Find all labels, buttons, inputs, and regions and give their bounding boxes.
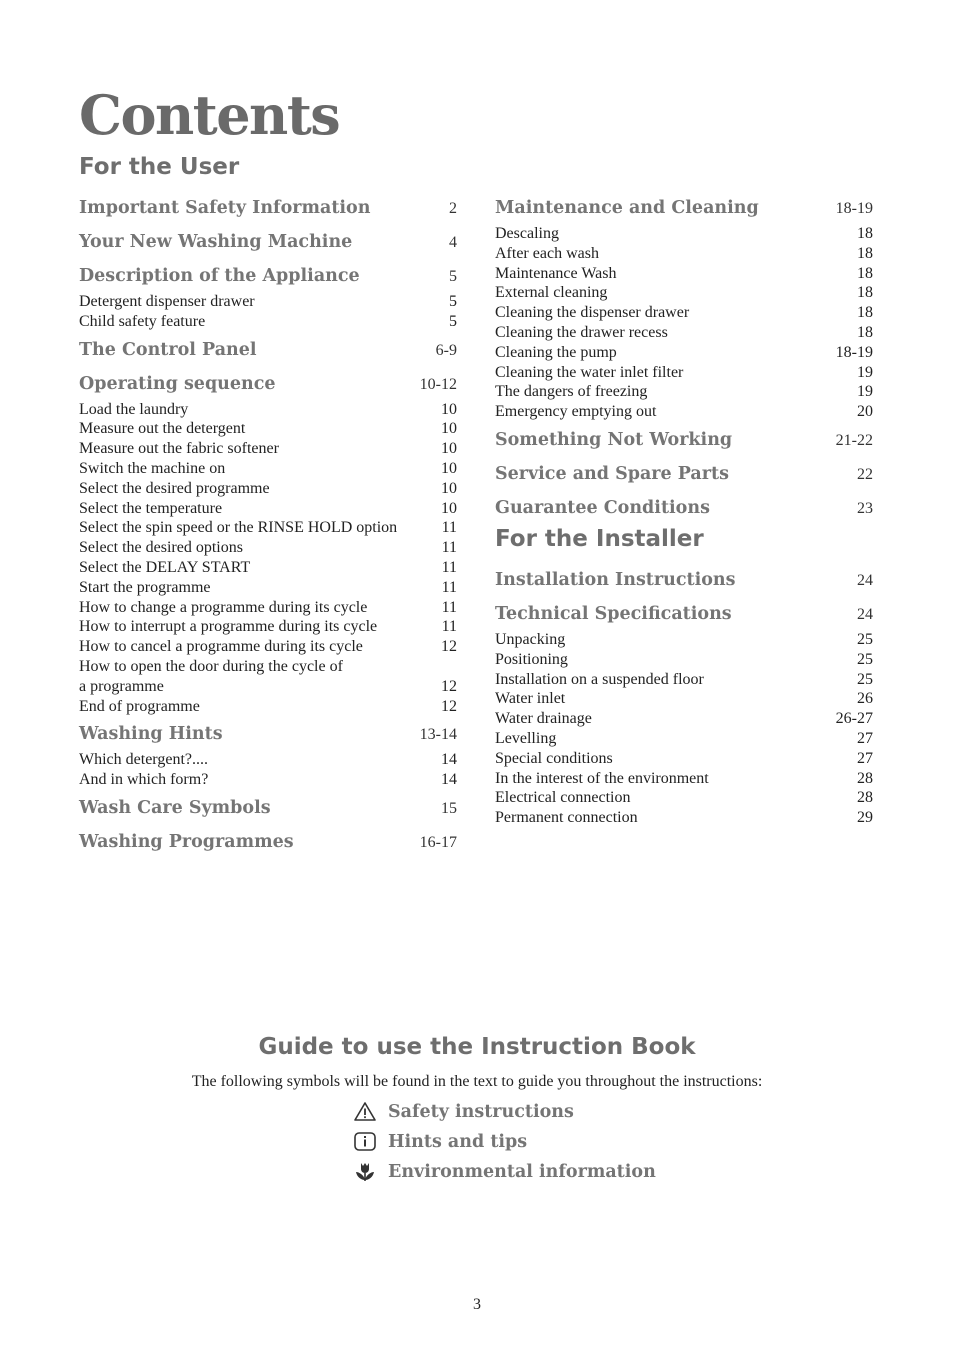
toc-entry[interactable]: [495, 749, 873, 769]
toc-section-heading[interactable]: [495, 430, 873, 456]
toc-entry-page: 18: [857, 284, 873, 302]
toc-entry-title: Cleaning the drawer recess: [495, 323, 668, 341]
toc-entry-title: The dangers of freezing: [495, 383, 648, 401]
toc-section-page: 2: [449, 200, 457, 217]
toc-section-title: Something Not Working: [495, 429, 733, 450]
toc-section-title: Service and Spare Parts: [495, 463, 729, 484]
toc-entry-page: 18: [857, 244, 873, 262]
symbol-safety: [353, 1097, 656, 1127]
toc-section-heading[interactable]: [79, 832, 457, 858]
toc-entry[interactable]: [79, 439, 457, 459]
symbol-hints-label: Hints and tips: [388, 1132, 528, 1152]
toc-entry-title: Maintenance Wash: [495, 264, 617, 282]
toc-entry-page: 18-19: [835, 343, 873, 361]
toc-section: [495, 498, 873, 524]
toc-entry-title: Which detergent?....: [79, 751, 208, 769]
toc-section-page: 10-12: [419, 375, 457, 393]
user-heading: For the User: [79, 154, 240, 180]
toc-entry-page: 26-27: [835, 710, 873, 728]
toc-entry-title: How to interrupt a programme during its cycle: [79, 618, 378, 636]
toc-entry-page: 10: [441, 440, 457, 458]
toc-entry[interactable]: [79, 677, 457, 697]
toc-section: [79, 340, 457, 366]
toc-entry[interactable]: [79, 312, 457, 332]
user-contents-right-column: [495, 196, 873, 532]
toc-entry[interactable]: [79, 637, 457, 657]
toc-section-title: The Control Panel: [79, 339, 257, 360]
toc-section-page: 5: [449, 268, 457, 285]
environment-flower-icon: [353, 1160, 377, 1184]
toc-section-page: 6-9: [435, 341, 457, 359]
toc-entry-page: 18: [857, 323, 873, 341]
toc-entry[interactable]: [495, 808, 873, 828]
toc-entry-title: After each wash: [495, 244, 599, 262]
page-number: 3: [473, 1296, 481, 1313]
toc-entry[interactable]: [495, 650, 873, 670]
toc-entry[interactable]: [79, 292, 457, 312]
toc-entry-title: Cleaning the water inlet filter: [495, 363, 684, 381]
toc-entry-title: Measure out the fabric softener: [79, 440, 279, 458]
toc-entry-page: 5: [449, 312, 457, 330]
toc-section-heading[interactable]: [495, 464, 873, 490]
toc-entry[interactable]: [495, 402, 873, 422]
toc-section-page: 22: [857, 465, 873, 483]
toc-entry-title: Cleaning the dispenser drawer: [495, 304, 690, 322]
toc-entry-page: 27: [857, 749, 873, 767]
toc-entry-title: Cleaning the pump: [495, 343, 617, 361]
toc-entry-page: 10: [441, 459, 457, 477]
toc-entry-title: Detergent dispenser drawer: [79, 293, 255, 310]
toc-entry-title: Switch the machine on: [79, 459, 226, 477]
toc-section: [495, 604, 873, 828]
toc-entry-page: 12: [441, 638, 457, 656]
toc-entry-title: Child safety feature: [79, 312, 206, 330]
toc-entry-page: 10: [441, 479, 457, 497]
toc-entry[interactable]: [495, 670, 873, 690]
toc-entry-title: Load the laundry: [79, 400, 189, 418]
toc-entry-page: 11: [441, 519, 457, 537]
toc-entry[interactable]: [79, 419, 457, 439]
toc-entry-title: Select the desired programme: [79, 479, 270, 497]
toc-entry-title: In the interest of the environment: [495, 769, 709, 787]
toc-entry[interactable]: [495, 224, 873, 244]
toc-entry[interactable]: [79, 400, 457, 420]
toc-section-heading[interactable]: [79, 232, 457, 258]
toc-entry-page: 20: [857, 403, 873, 421]
symbol-safety-label: Safety instructions: [388, 1102, 574, 1122]
toc-entry-title: And in which form?: [79, 771, 209, 789]
toc-entry[interactable]: [79, 598, 457, 618]
toc-section-page: 23: [857, 499, 873, 517]
toc-section-page: 4: [449, 234, 457, 251]
toc-entry[interactable]: [79, 558, 457, 578]
toc-entry[interactable]: [495, 729, 873, 749]
toc-section-heading[interactable]: [495, 198, 873, 224]
toc-section-title: Technical Specifications: [495, 604, 732, 624]
toc-entry-title: Emergency emptying out: [495, 403, 657, 421]
toc-entry-page: 11: [441, 618, 457, 636]
installer-contents-column: [495, 568, 873, 836]
toc-entry[interactable]: [79, 750, 457, 770]
installer-heading: For the Installer: [495, 526, 704, 552]
toc-section: [79, 198, 457, 224]
toc-section-title: Installation Instructions: [495, 570, 736, 590]
toc-section-page: 24: [857, 606, 873, 623]
toc-section-title: Guarantee Conditions: [495, 497, 710, 518]
toc-entry-page: 27: [857, 729, 873, 747]
toc-entry[interactable]: [79, 657, 457, 677]
toc-entry[interactable]: [495, 689, 873, 709]
symbol-environment: [353, 1157, 656, 1187]
symbol-legend: [353, 1097, 656, 1187]
toc-entry-page: 11: [441, 539, 457, 557]
toc-entry-page: 26: [857, 690, 873, 708]
toc-section-page: 16-17: [419, 833, 457, 851]
symbol-hints: [353, 1127, 656, 1157]
toc-entry-title: Installation on a suspended floor: [495, 670, 704, 688]
toc-section-title: Important Safety Information: [79, 198, 371, 218]
toc-entry[interactable]: [79, 697, 457, 717]
toc-entry-title: How to change a programme during its cycle: [79, 598, 368, 616]
toc-entry-title: Unpacking: [495, 631, 566, 648]
toc-section-title: Washing Hints: [79, 724, 223, 745]
toc-section: [495, 430, 873, 456]
toc-entry-page: 11: [441, 558, 457, 576]
toc-entry-page: 28: [857, 789, 873, 807]
toc-entry-page: 10: [441, 400, 457, 418]
toc-entry-title: Select the DELAY START: [79, 558, 251, 576]
toc-entry-title: End of programme: [79, 697, 200, 715]
toc-entry-title: Positioning: [495, 650, 568, 668]
toc-entry-title: Select the temperature: [79, 499, 223, 517]
toc-entry-page: 18: [857, 264, 873, 282]
toc-section-page: 21-22: [835, 431, 873, 449]
toc-section-title: Maintenance and Cleaning: [495, 198, 759, 218]
toc-entry-page: 12: [441, 697, 457, 715]
toc-entry-page: 25: [857, 650, 873, 668]
toc-entry-title: Levelling: [495, 729, 557, 747]
toc-section-heading[interactable]: [79, 724, 457, 750]
toc-entry-page: 12: [441, 677, 457, 695]
toc-entry-page: 19: [857, 363, 873, 381]
toc-entry-title: Select the desired options: [79, 539, 243, 557]
toc-entry[interactable]: [495, 283, 873, 303]
toc-entry[interactable]: [495, 323, 873, 343]
toc-entry-title: Measure out the detergent: [79, 420, 246, 438]
toc-section: [79, 724, 457, 790]
toc-entry-title: Water inlet: [495, 690, 566, 708]
toc-section-title: Washing Programmes: [79, 831, 294, 852]
toc-entry[interactable]: [495, 788, 873, 808]
symbol-environment-label: Environmental information: [388, 1162, 656, 1182]
toc-section-title: Description of the Appliance: [79, 266, 360, 286]
toc-entry-page: 29: [857, 809, 873, 827]
toc-entry-page: 10: [441, 499, 457, 517]
toc-entry-page: 18: [857, 304, 873, 322]
page-title: Contents: [79, 83, 340, 147]
toc-section-heading[interactable]: [79, 340, 457, 366]
toc-entry[interactable]: [495, 630, 873, 650]
toc-entry-title: Permanent connection: [495, 809, 638, 827]
toc-entry-title: External cleaning: [495, 284, 608, 302]
toc-entry-page: 11: [441, 598, 457, 616]
toc-entry-page: 25: [857, 631, 873, 648]
toc-section-heading[interactable]: [495, 498, 873, 524]
toc-entry[interactable]: [495, 303, 873, 323]
toc-entry-title: Start the programme: [79, 578, 211, 596]
toc-section-title: Your New Washing Machine: [79, 232, 353, 252]
toc-section-title: Operating sequence: [79, 373, 276, 394]
toc-entry-page: 14: [441, 771, 457, 789]
toc-section: [79, 232, 457, 258]
toc-entry-page: 14: [441, 751, 457, 769]
info-icon: [353, 1130, 377, 1154]
toc-entry[interactable]: [79, 518, 457, 538]
toc-entry[interactable]: [79, 499, 457, 519]
toc-entry-page: 11: [441, 578, 457, 596]
guide-title: Guide to use the Instruction Book: [258, 1034, 696, 1060]
toc-section: [79, 832, 457, 858]
toc-section-heading[interactable]: [495, 570, 873, 596]
user-contents-left-column: [79, 196, 457, 866]
toc-entry-title: Select the spin speed or the RINSE HOLD option: [79, 519, 398, 537]
toc-section: [495, 570, 873, 596]
toc-section-heading[interactable]: [79, 266, 457, 292]
toc-entry[interactable]: [79, 617, 457, 637]
warning-triangle-icon: [353, 1100, 377, 1124]
toc-entry-page: 19: [857, 383, 873, 401]
toc-entry-page: 10: [441, 420, 457, 438]
toc-section-page: 24: [857, 572, 873, 589]
toc-section: [79, 798, 457, 824]
toc-section-heading[interactable]: [79, 198, 457, 224]
toc-entry-title: Descaling: [495, 225, 559, 242]
toc-section-page: 15: [441, 799, 457, 817]
guide-description: The following symbols will be found in the text to guide you throughout the instructions:: [191, 1073, 763, 1090]
toc-entry-page: 5: [449, 293, 457, 310]
toc-entry-page: 28: [857, 769, 873, 787]
toc-entry[interactable]: [495, 769, 873, 789]
toc-entry[interactable]: [79, 459, 457, 479]
toc-section-heading[interactable]: [79, 798, 457, 824]
toc-entry-title: Special conditions: [495, 749, 613, 767]
toc-entry[interactable]: [495, 709, 873, 729]
toc-entry[interactable]: [79, 538, 457, 558]
toc-entry[interactable]: [495, 244, 873, 264]
toc-section-page: 18-19: [835, 200, 873, 217]
toc-entry[interactable]: [79, 578, 457, 598]
toc-entry-title: Water drainage: [495, 710, 592, 728]
toc-section-heading[interactable]: [79, 374, 457, 400]
toc-entry-title: a programme: [79, 677, 164, 695]
toc-entry[interactable]: [495, 343, 873, 363]
toc-entry-page: 25: [857, 670, 873, 688]
toc-section: [79, 374, 457, 717]
toc-section: [495, 198, 873, 422]
toc-section-heading[interactable]: [495, 604, 873, 630]
toc-entry-title: How to cancel a programme during its cycle: [79, 638, 363, 656]
toc-entry[interactable]: [495, 264, 873, 284]
toc-entry-title: Electrical connection: [495, 789, 631, 807]
toc-entry[interactable]: [79, 770, 457, 790]
toc-section: [79, 266, 457, 332]
toc-entry-title: How to open the door during the cycle of: [79, 657, 343, 675]
toc-entry[interactable]: [495, 363, 873, 383]
toc-entry[interactable]: [495, 382, 873, 402]
toc-section-title: Wash Care Symbols: [79, 797, 271, 818]
toc-section-page: 13-14: [419, 726, 457, 744]
toc-entry[interactable]: [79, 479, 457, 499]
toc-entry-page: 18: [857, 225, 873, 242]
toc-section: [495, 464, 873, 490]
